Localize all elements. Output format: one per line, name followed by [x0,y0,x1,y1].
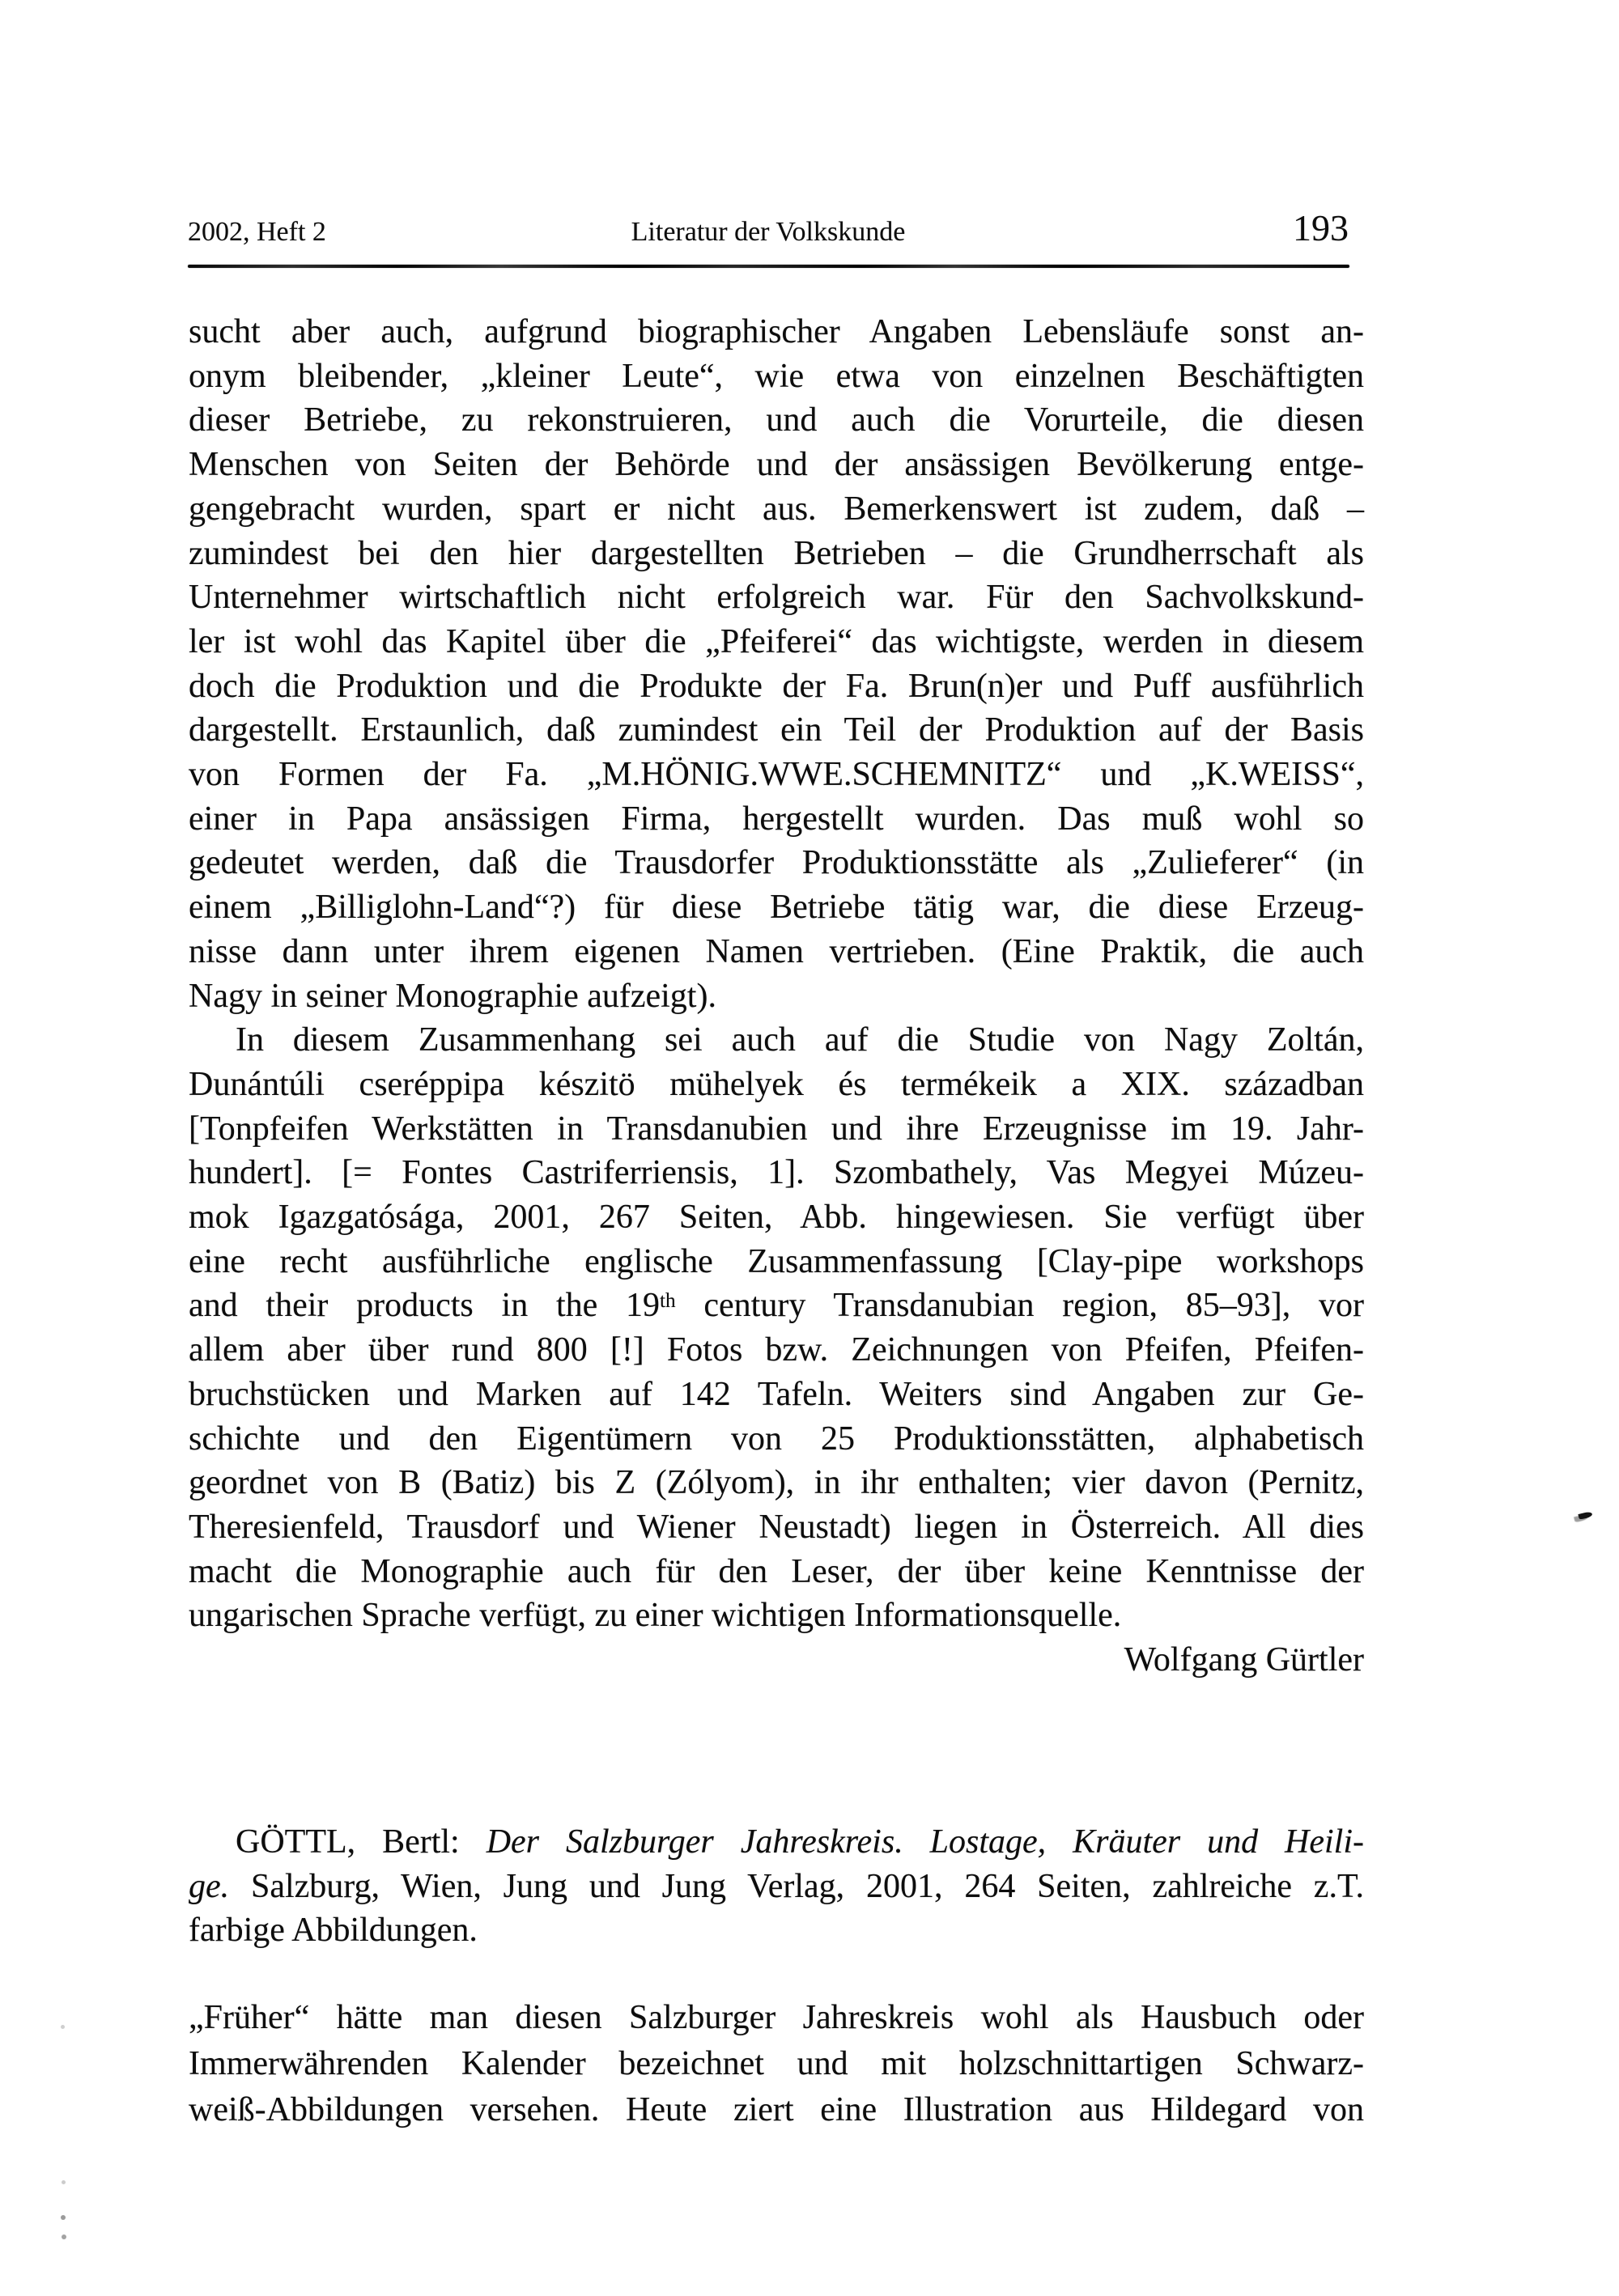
text-line [189,708,1364,753]
text-segment: weiß-Abbildungen versehen. Heute ziert eine Illustration aus Hildegard von [189,2090,1364,2128]
text-segment: dargestellt. Erstaunlich, daß zumindest ein Teil der Produktion auf der Basis [189,711,1364,749]
text-segment: Unternehmer wirtschaftlich nicht erfolgreich war. Für den Sachvolkskund- [189,579,1364,617]
header-rule [188,265,1349,268]
text-line [189,310,1364,354]
text-line [189,1594,1364,1638]
text-segment: ler ist wohl das Kapitel über die „Pfeiferei“ das wichtigste, werden in diesem [189,622,1364,660]
text-segment: macht die Monographie auch für den Leser, der über keine Kenntnisse der [189,1552,1364,1590]
text-segment: Menschen von Seiten der Behörde und der ansässigen Bevölkerung entge- [189,446,1364,484]
text-line [189,532,1364,576]
text-line [189,1151,1364,1195]
text-segment: sucht aber auch, aufgrund biographischer Angaben Lebensläufe sonst an- [189,313,1364,350]
text-line [189,753,1364,797]
text-line [189,1240,1364,1284]
text-line [189,1063,1364,1107]
text-segment: Immerwährenden Kalender bezeichnet und mit holzschnittartigen Schwarz- [189,2044,1364,2082]
text-line [189,575,1364,620]
text-line [189,1107,1364,1152]
text-segment: Salzburg, Wien, Jung und Jung Verlag, 2001, 264 Seiten, zahlreiche z.T. [229,1867,1364,1905]
text-line [189,620,1364,664]
text-segment: Nagy in seiner Monographie aufzeigt). [189,977,716,1015]
text-segment: hundert]. [= Fontes Castriferriensis, 1]. Szombathely, Vas Megyei Múzeu- [189,1154,1364,1192]
reviewer-signature [189,1638,1364,1683]
review-continuation [189,310,1364,1018]
text-segment: allem aber über rund 800 [!] Fotos bzw. Zeichnungen von Pfeifen, Pfeifen- [189,1331,1364,1369]
text-segment: ungarischen Sprache verfügt, zu einer wichtigen Informationsquelle. [189,1597,1122,1635]
text-segment: Wolfgang Gürtler [1124,1641,1364,1679]
text-line [189,2087,1364,2133]
running-head [188,207,1349,248]
text-segment: eine recht ausführliche englische Zusammenfassung [Clay-pipe workshops [189,1242,1364,1280]
text-segment: geordnet von B (Batiz) bis Z (Zólyom), in ihr enthalten; vier davon (Pernitz, [189,1464,1364,1502]
text-line [189,1195,1364,1240]
text-segment: „Früher“ hätte man diesen Salzburger Jahreskreis wohl als Hausbuch oder [189,1998,1364,2036]
text-line [189,885,1364,930]
text-segment: von Formen der Fa. „M.HÖNIG.WWE.SCHEMNITZ“ und „K.WEISS“, [189,756,1364,794]
text-line [189,398,1364,443]
text-line [189,1018,1364,1063]
text-segment: bruchstücken und Marken auf 142 Tafeln. Weiters sind Angaben zur Ge- [189,1375,1364,1413]
text-segment: nisse dann unter ihrem eigenen Namen vertrieben. (Eine Praktik, die auch [189,932,1364,970]
text-line [189,930,1364,974]
body-text [189,310,1364,2133]
text-line [189,841,1364,885]
text-segment: einer in Papa ansässigen Firma, hergestellt wurden. Das muß wohl so [189,800,1364,838]
text-segment: [Tonpfeifen Werkstätten in Transdanubien und ihre Erzeugnisse im 19. Jahr- [189,1110,1364,1148]
text-segment: Dunántúli cseréppipa készitö mühelyek és termékeik a XIX. században [189,1065,1364,1103]
text-segment: farbige Abbildungen. [189,1912,478,1950]
text-segment: zumindest bei den hier dargestellten Betrieben – die Grundherrschaft als [189,534,1364,572]
text-segment: doch die Produktion und die Produkte der Fa. Brun(n)er und Puff ausführlich [189,667,1364,705]
text-line [189,1417,1364,1462]
text-line [189,487,1364,532]
text-segment: einem „Billiglohn-Land“?) für diese Betriebe tätig war, die diese Erzeug- [189,889,1364,927]
scan-dot [62,2180,66,2184]
header-issue: 2002, Heft 2 [188,217,326,247]
text-line [189,1820,1364,1865]
text-segment: ge. [189,1867,230,1905]
review-heading-gottl [189,1820,1364,1953]
text-line [189,664,1364,709]
text-line [189,1461,1364,1505]
text-segment: and their products in the 19 [189,1287,661,1325]
text-line [189,1284,1364,1328]
text-line [189,797,1364,842]
text-segment: In diesem Zusammenhang sei auch auf die Studie von Nagy Zoltán, [236,1021,1364,1059]
text-line [189,1373,1364,1417]
header-journal-title: Literatur der Volkskunde [631,217,906,247]
text-segment: GÖTTL, Bertl: [236,1823,487,1861]
text-line [189,1865,1364,1909]
text-line [189,1328,1364,1373]
text-line [189,2041,1364,2087]
text-line [189,443,1364,487]
text-segment: Der Salzburger Jahreskreis. Lostage, Kräuter und Heili- [486,1823,1364,1861]
text-segment: dieser Betriebe, zu rekonstruieren, und auch die Vorurteile, die diesen [189,401,1364,439]
text-line [189,1505,1364,1550]
paragraph-frueher [189,1995,1364,2133]
paragraph-nagy-study [189,1018,1364,1683]
text-line [189,1550,1364,1594]
text-segment: onym bleibender, „kleiner Leute“, wie etwa von einzelnen Beschäftigten [189,357,1364,395]
text-segment: Theresienfeld, Trausdorf und Wiener Neustadt) liegen in Österreich. All dies [189,1508,1364,1546]
text-segment: gengebracht wurden, spart er nicht aus. Bemerkenswert ist zudem, daß – [189,490,1364,528]
text-segment: gedeutet werden, daß die Trausdorfer Produktionsstätte als „Zulieferer“ (in [189,844,1364,882]
text-segment: schichte und den Eigentümern von 25 Produktionsstätten, alphabetisch [189,1420,1364,1458]
scan-dot [62,2234,66,2239]
header-page-number: 193 [1293,207,1349,248]
ink-speck [1578,1511,1592,1520]
text-segment: century Transdanubian region, 85–93], vor [675,1287,1364,1325]
text-line [189,354,1364,399]
superscript-text: th [660,1290,676,1313]
text-segment: mok Igazgatósága, 2001, 267 Seiten, Abb. hingewiesen. Sie verfügt über [189,1199,1364,1237]
text-line [189,1995,1364,2041]
scan-dot [61,2215,66,2220]
text-line [189,974,1364,1019]
scan-dot [61,2025,65,2029]
text-line [189,1908,1364,1953]
